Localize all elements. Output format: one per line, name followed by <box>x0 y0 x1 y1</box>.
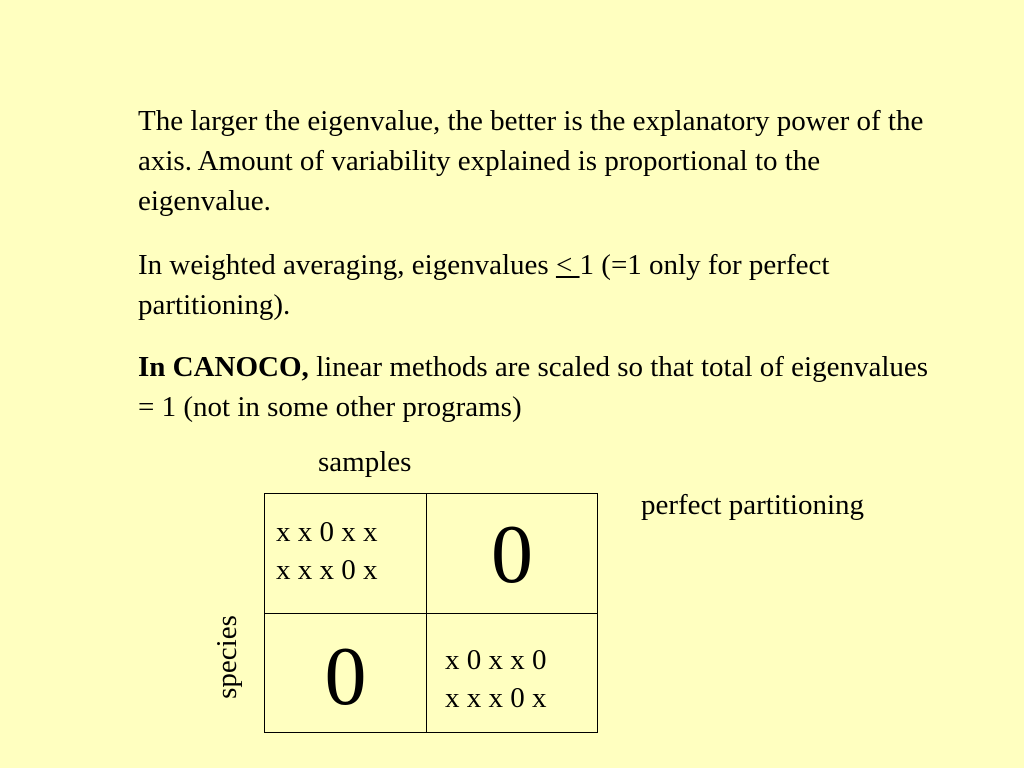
matrix-cell-top-right <box>427 494 597 614</box>
partition-matrix <box>264 493 598 733</box>
top-right-zero: 0 <box>491 508 533 601</box>
bottom-right-line-1: x 0 x x 0 <box>445 644 547 676</box>
samples-axis-label: samples <box>318 446 412 478</box>
matrix-cell-bottom-left <box>265 614 427 732</box>
p3-text-rest: linear methods are scaled so that total of eigenvalues = 1 (not in some other programs) <box>138 351 929 423</box>
bottom-right-line-2: x x x 0 x <box>445 682 547 714</box>
paragraph-eigenvalue-explanation: The larger the eigenvalue, the better is the explanatory power of the axis. Amount of variability explained is proportional to the eigenvalue. <box>138 105 924 217</box>
less-equal-symbol: < <box>555 249 580 281</box>
species-axis-label: species <box>211 615 243 699</box>
paragraph-canoco <box>138 347 938 427</box>
bottom-left-zero: 0 <box>324 630 367 723</box>
canoco-bold-lead: In CANOCO, <box>138 351 309 383</box>
top-left-line-2: x x x 0 x <box>276 554 378 586</box>
perfect-partitioning-caption: perfect partitioning <box>641 489 865 521</box>
top-left-line-1: x x 0 x x <box>276 516 378 548</box>
matrix-cell-top-left <box>265 494 427 614</box>
bottom-right-cell-text <box>445 641 547 717</box>
p2-text-after: 1 (=1 only for perfect partitioning). <box>138 249 830 321</box>
matrix-cell-bottom-right <box>427 614 597 732</box>
top-left-cell-text <box>276 513 378 589</box>
paragraph-weighted-averaging <box>138 245 938 325</box>
p2-text-before: In weighted averaging, eigenvalues <box>138 249 556 281</box>
